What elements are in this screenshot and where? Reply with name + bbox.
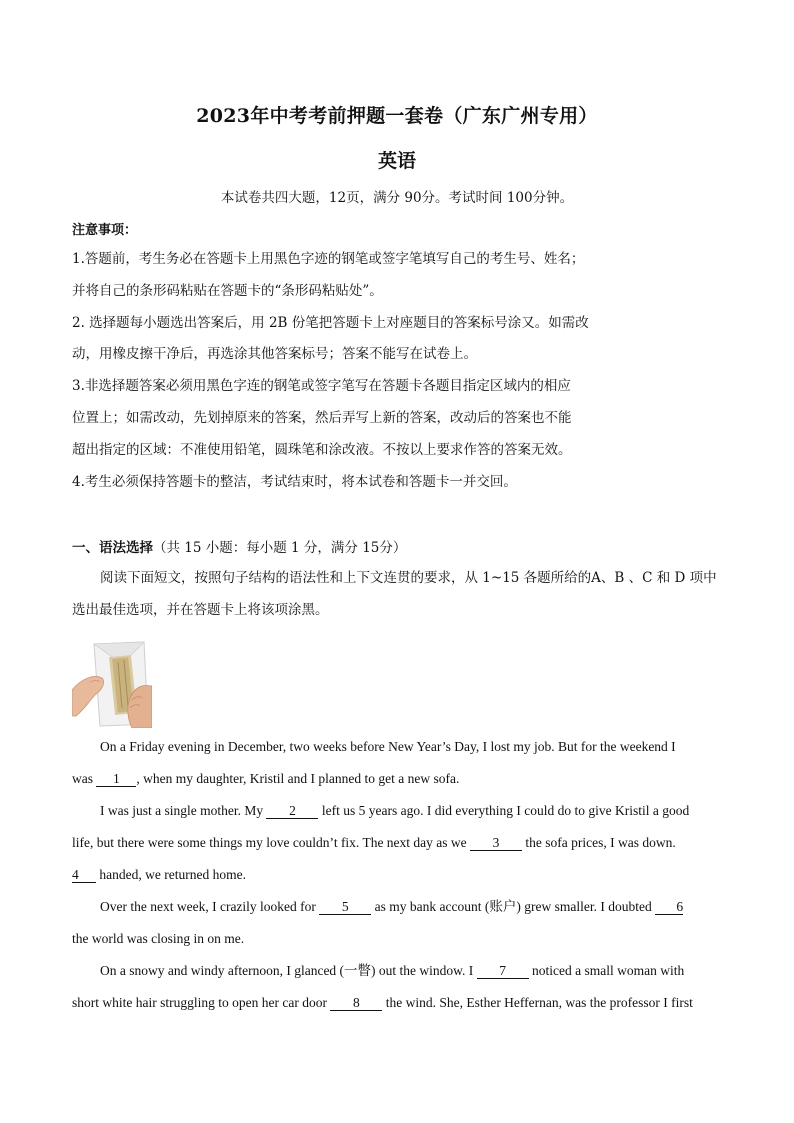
subject-title: 英语 bbox=[377, 150, 416, 172]
passage-line bbox=[72, 994, 722, 1012]
section-heading-rest: （共 15 小题：每小题 1 分，满分 15分） bbox=[153, 540, 407, 556]
envelope-cash-image bbox=[72, 638, 152, 728]
passage-line: On a Friday evening in December, two weeks before New Year’s Day, I lost my job. But for the weekend I bbox=[100, 739, 676, 754]
blank-3: 3 bbox=[470, 835, 522, 851]
section-heading bbox=[72, 536, 406, 556]
passage-text: as my bank account (账户) grew smaller. I doubted bbox=[371, 899, 656, 914]
blank-1: 1 bbox=[96, 771, 136, 787]
passage-text: left us 5 years ago. I did everything I could do to give Kristil a good bbox=[318, 803, 690, 818]
passage-text: the sofa prices, I was down. bbox=[522, 835, 676, 850]
passage-text: , when my daughter, Kristil and I planned to get a new sofa. bbox=[136, 771, 460, 786]
passage-text: noticed a small woman with bbox=[528, 963, 685, 978]
note-line: 动，用橡皮擦干净后，再选涂其他答案标号；答案不能写在试卷上。 bbox=[72, 346, 477, 362]
note-line: 超出指定的区域：不准使用铅笔，圆珠笔和涂改液。不按以上要求作答的答案无效。 bbox=[72, 442, 572, 458]
blank-4: 4 bbox=[72, 867, 96, 883]
blank-8: 8 bbox=[330, 995, 382, 1011]
passage-line bbox=[72, 866, 722, 884]
note-line: 3.非选择题答案必须用黑色字连的钢笔或签字笔写在答题卡各题目指定区域内的相应 bbox=[72, 378, 571, 394]
note-line: 并将自己的条形码粘贴在答题卡的“条形码粘贴处”。 bbox=[72, 283, 383, 299]
notes-heading: 注意事项： bbox=[72, 223, 138, 238]
passage-text: the wind. She, Esther Heffernan, was the professor I first bbox=[382, 995, 693, 1010]
note-line: 4.考生必须保持答题卡的整洁，考试结束时，将本试卷和答题卡一并交回。 bbox=[72, 474, 517, 490]
passage-line bbox=[72, 770, 722, 788]
passage-line bbox=[72, 834, 722, 852]
passage-line bbox=[100, 898, 750, 916]
blank-5: 5 bbox=[319, 899, 371, 915]
exam-title: 2023年中考考前押题一套卷（广东广州专用） bbox=[196, 105, 598, 127]
exam-meta: 本试卷共四大题，12页，满分 90分。考试时间 100分钟。 bbox=[220, 190, 574, 206]
blank-2: 2 bbox=[266, 803, 318, 819]
blank-7: 7 bbox=[477, 963, 529, 979]
passage-text: On a snowy and windy afternoon, I glanced (一瞥) out the window. I bbox=[100, 963, 477, 978]
passage-text: I was just a single mother. My bbox=[100, 803, 267, 818]
instruction-line: 选出最佳选项，并在答题卡上将该项涂黑。 bbox=[72, 602, 329, 618]
section-heading-bold: 一、语法选择 bbox=[72, 540, 153, 556]
note-line: 位置上；如需改动，先划掉原来的答案，然后弄写上新的答案，改动后的答案也不能 bbox=[72, 410, 572, 426]
passage-line: the world was closing in on me. bbox=[72, 931, 245, 946]
passage-line bbox=[100, 962, 750, 980]
passage-text: short white hair struggling to open her car door bbox=[72, 995, 331, 1010]
passage-text: Over the next week, I crazily looked for bbox=[100, 899, 320, 914]
passage-text: life, but there were some things my love couldn’t fix. The next day as we bbox=[72, 835, 471, 850]
instruction-line: 阅读下面短文，按照句子结构的语法性和上下文连贯的要求，从 1~15 各题所给的A、B 、C 和 D 项中 bbox=[100, 570, 717, 586]
note-line: 1.答题前，考生务必在答题卡上用黑色字迹的钢笔或签字笔填写自己的考生号、姓名； bbox=[72, 251, 585, 267]
blank-6: 6 bbox=[655, 899, 683, 915]
passage-text: handed, we returned home. bbox=[96, 867, 246, 882]
passage-text: was bbox=[72, 771, 97, 786]
passage-line bbox=[100, 802, 750, 820]
note-line: 2. 选择题每小题选出答案后，用 2B 份笔把答题卡上对座题目的答案标号涂又。如需改 bbox=[72, 315, 589, 331]
